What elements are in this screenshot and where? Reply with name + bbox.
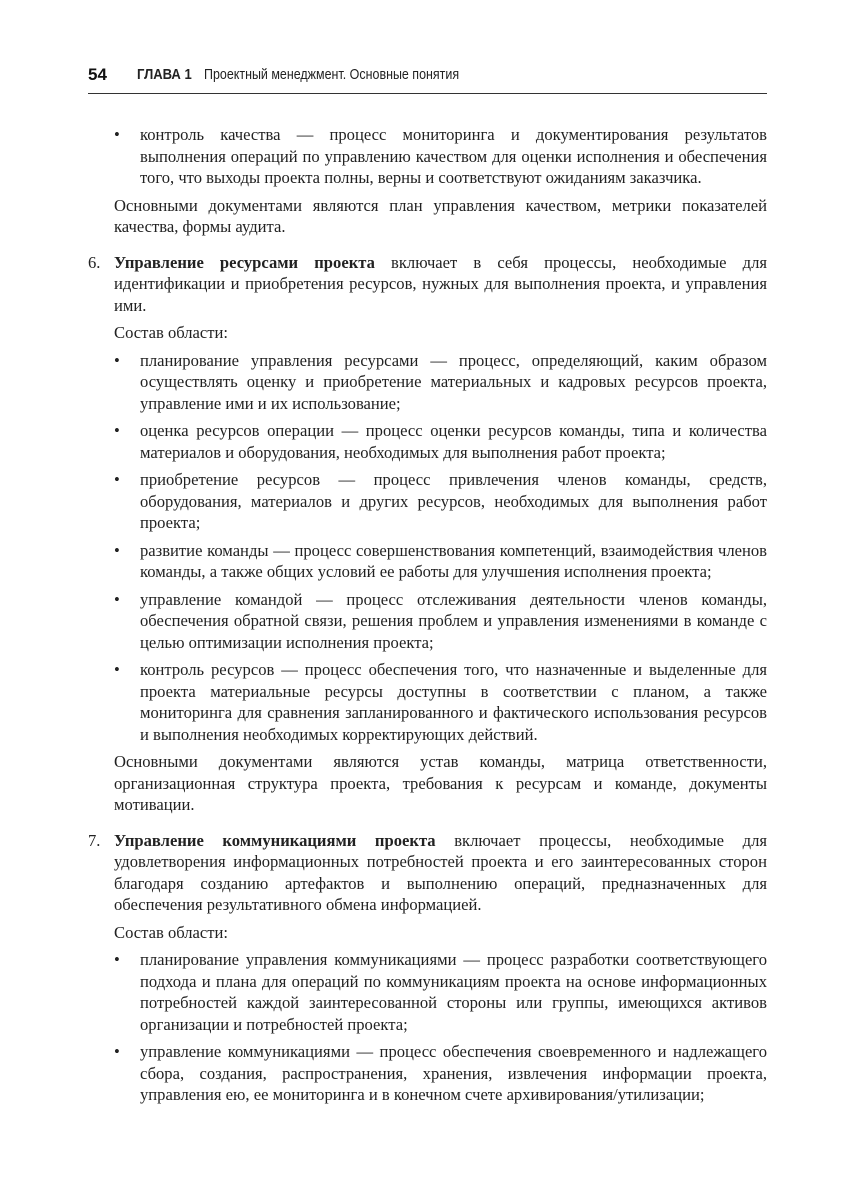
page-body <box>88 124 767 1112</box>
quality-bullet-list <box>88 124 767 189</box>
list-item: • планирование управления коммуникациями — процесс разработки соответствующего подхода и плана для операций по коммуникациям проекта на основе информационных потребностей каждой заинтересованной стороны или группы, имеющихся активов организации и потребностей проекта; <box>88 949 767 1035</box>
list-item: • приобретение ресурсов — процесс привлечения членов команды, средств, оборудования, материалов и других ресурсов, необходимых для выполнения работ проекта; <box>88 469 767 534</box>
section-7-text: включает процессы, необходимые для удовлетворения информационных потребностей проекта и его заинтересованных сторон благодаря созданию артефактов и выполнению операций, предназначенных для обеспечения результативного обмена информацией. <box>114 830 767 914</box>
list-item: • контроль ресурсов — процесс обеспечения того, что назначенные и выделенные для проекта материальные ресурсы доступны в соответствии с планом, а также мониторинга для сравнения запланированного и фактического использования ресурсов и выполнения необходимых корректирующих действий. <box>88 659 767 745</box>
section-7-number: 7. <box>88 830 101 850</box>
quality-documents-paragraph: Основными документами являются план управления качеством, метрики показателей качества, формы аудита. <box>114 195 767 236</box>
section-6-heading <box>88 252 767 317</box>
section-7-heading <box>88 830 767 916</box>
section-7-bullet-list <box>88 949 767 1106</box>
section-6-text: включает в себя процессы, необходимые для идентификации и приобретения ресурсов, нужных для выполнения проекта, и управления ими. <box>114 252 767 315</box>
section-7-title: Управление коммуникациями проекта <box>114 830 436 850</box>
section-7-composition: Состав области: <box>114 922 229 942</box>
section-6-title: Управление ресурсами проекта <box>114 252 375 272</box>
section-6-bullet-list <box>88 350 767 746</box>
list-item: • управление коммуникациями — процесс обеспечения своевременного и надлежащего сбора, создания, распространения, хранения, извлечения информации проекта, управления ею, ее мониторинга и в конечном счете архивирования/утилизации; <box>88 1041 767 1106</box>
chapter-label: ГЛАВА 1 <box>136 67 192 83</box>
running-header <box>88 64 767 94</box>
chapter-title: Проектный менеджмент. Основные понятия <box>203 67 459 83</box>
list-item: • управление командой — процесс отслеживания деятельности членов команды, обеспечения обратной связи, решения проблем и управления изменениями в команде с целью оптимизации исполнения проекта; <box>88 589 767 654</box>
page-number: 54 <box>88 65 107 84</box>
list-item: • планирование управления ресурсами — процесс, определяющий, каким образом осуществлять оценку и приобретение материальных и кадровых ресурсов проекта, управление ими и их использование; <box>88 350 767 415</box>
section-6-number: 6. <box>88 252 101 272</box>
list-item: • контроль качества — процесс мониторинга и документирования результатов выполнения операций по управлению качеством для оценки исполнения и обеспечения того, что выходы проекта полны, верны и соответствуют ожиданиям заказчика. <box>88 124 767 189</box>
section-6-documents-paragraph: Основными документами являются устав команды, матрица ответственности, организационная структура проекта, требования к ресурсам и команде, документы мотивации. <box>114 752 767 814</box>
section-6-composition: Состав области: <box>114 323 229 342</box>
list-item: • развитие команды — процесс совершенствования компетенций, взаимодействия членов команды, а также общих условий ее работы для улучшения исполнения проекта; <box>88 540 767 583</box>
list-item: • оценка ресурсов операции — процесс оценки ресурсов команды, типа и количества материалов и оборудования, необходимых для выполнения работ проекта; <box>88 420 767 463</box>
